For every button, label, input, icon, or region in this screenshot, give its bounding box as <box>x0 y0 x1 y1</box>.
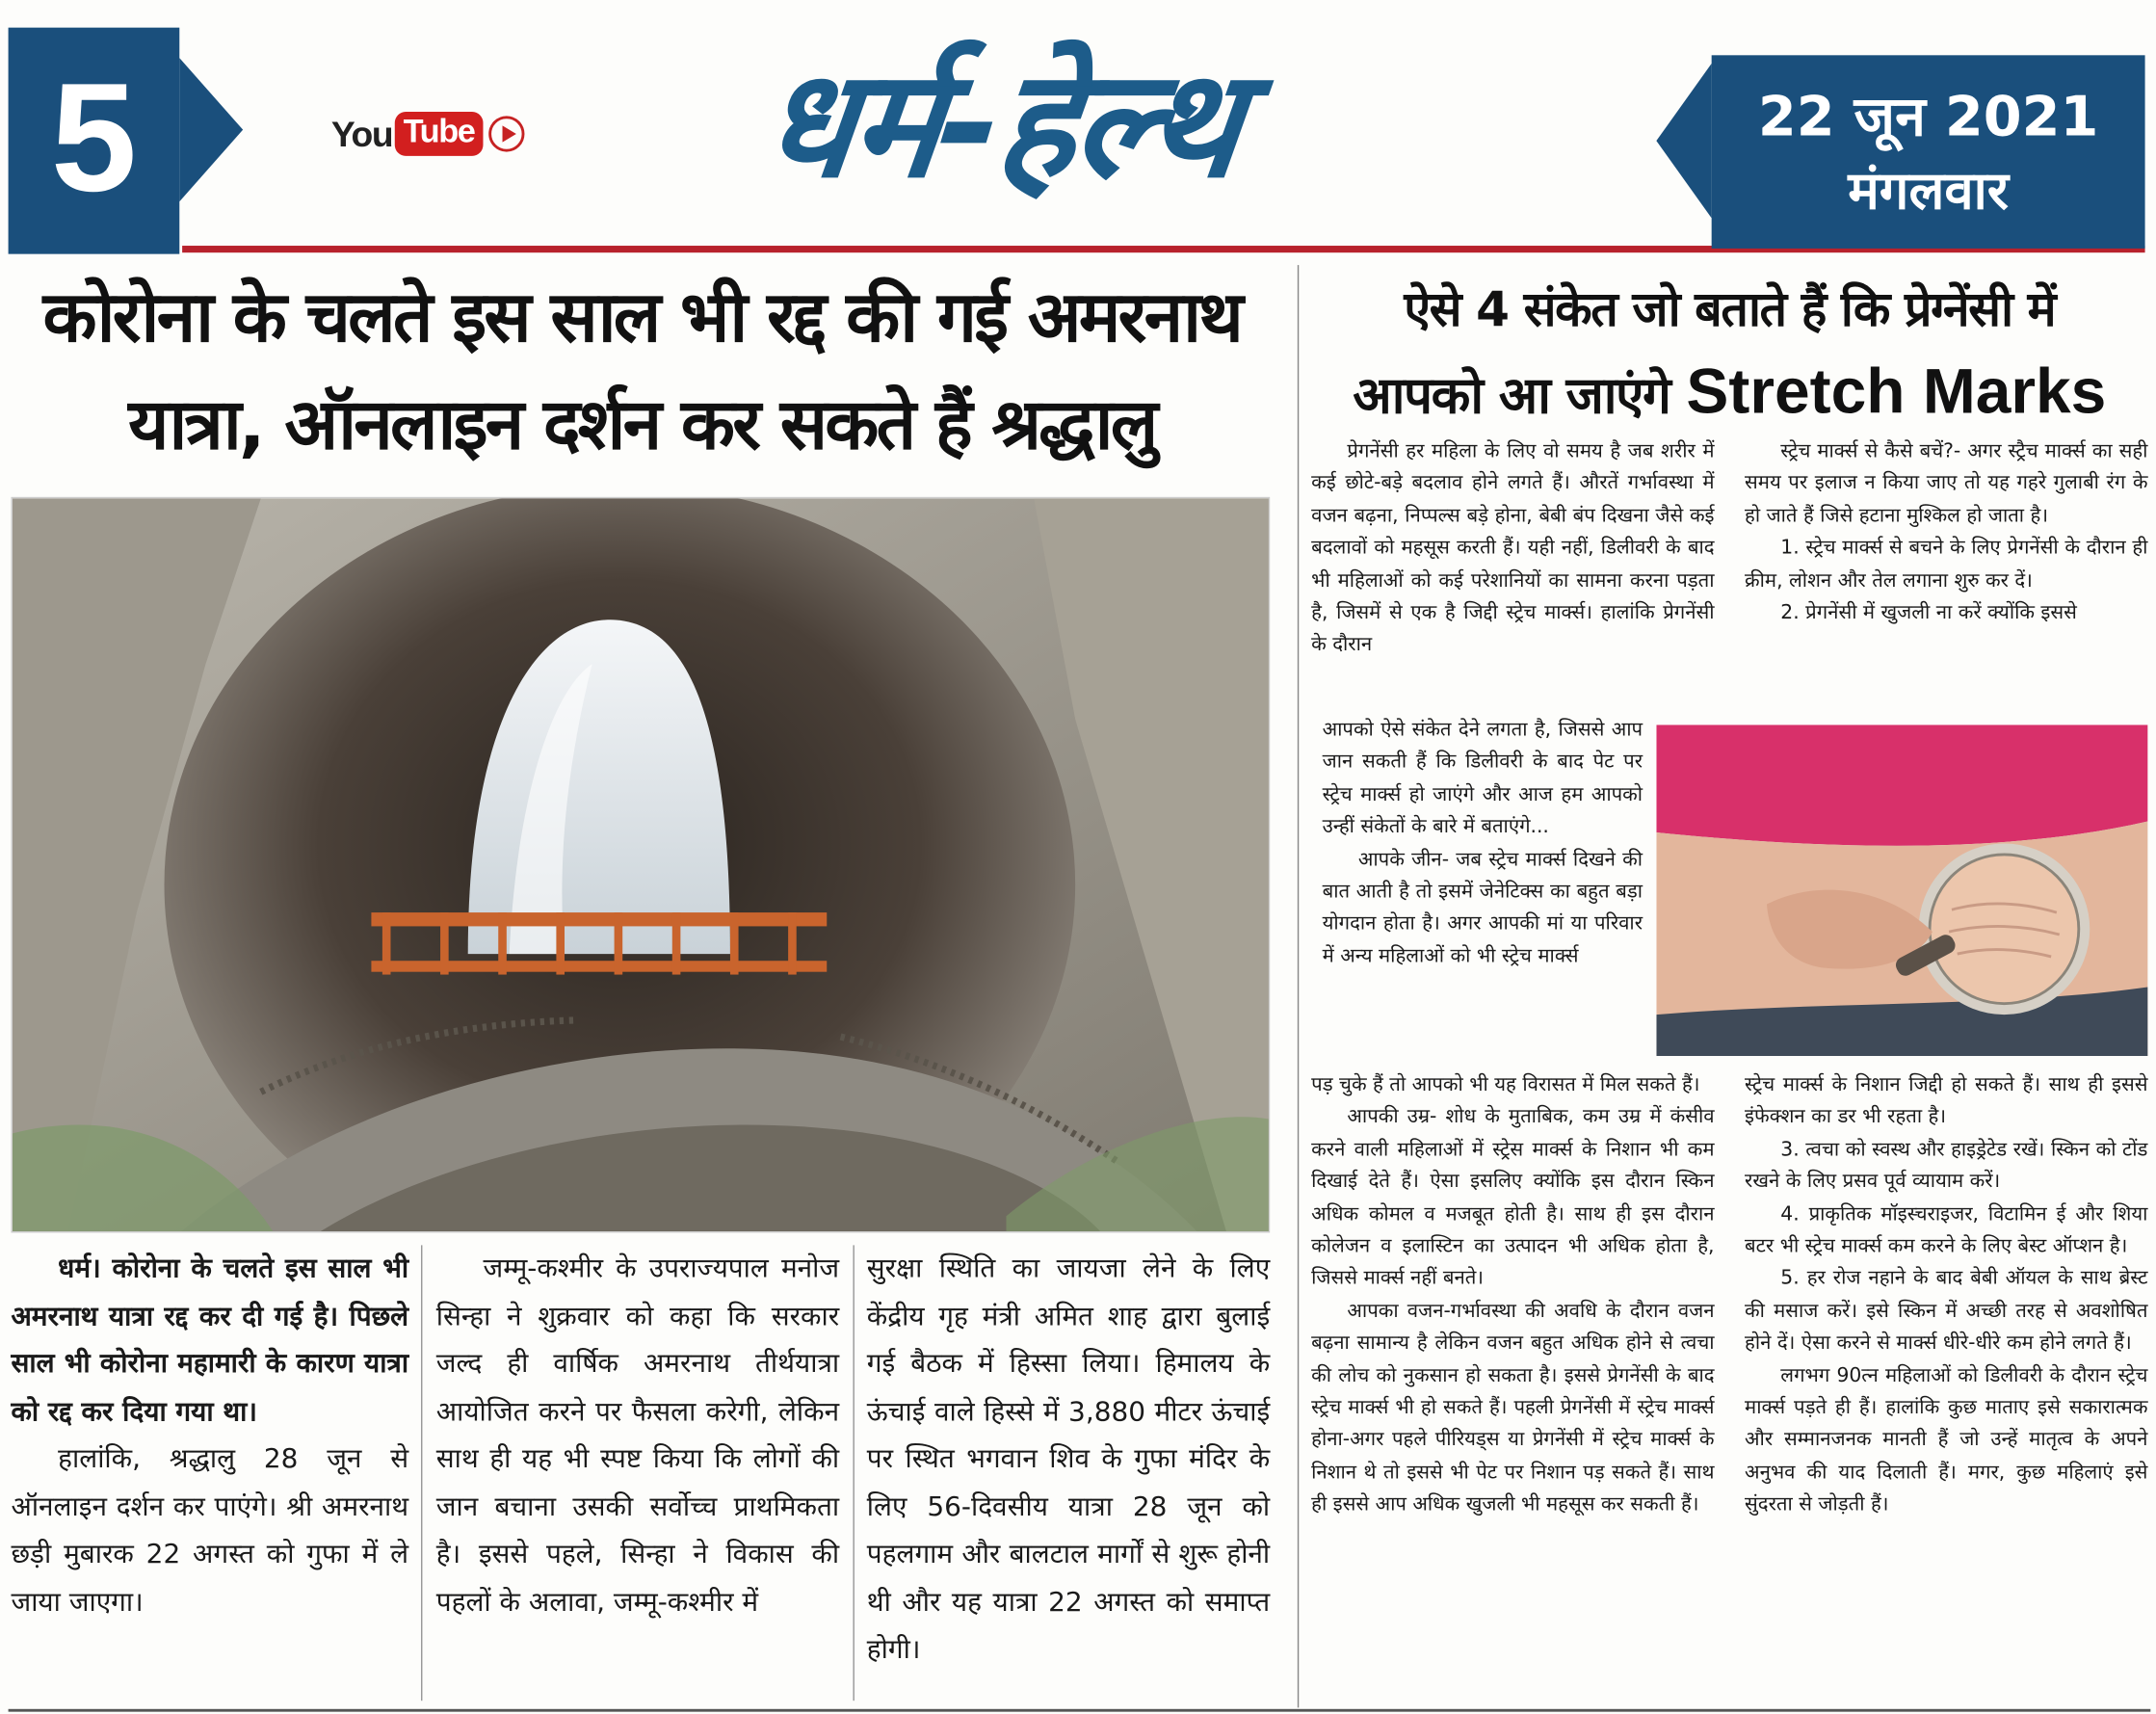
page-bottom-rule <box>9 1709 2151 1712</box>
amarnath-lead-paragraph: धर्म। कोरोना के चलते इस साल भी अमरनाथ यात्रा रद्द कर दी गई है। पिछले साल भी कोरोना महामारी के कारण यात्रा को रद्द कर दिया गया था। <box>11 1252 409 1427</box>
amarnath-column-1 <box>11 1245 408 1625</box>
stretch-headline-line1: ऐसे 4 संकेत जो बताते हैं कि प्रेग्नेंसी में <box>1404 282 2056 339</box>
stretch-marks-photo <box>1656 725 2147 1056</box>
stretch-signs-paragraph: आपको ऐसे संकेत देने लगता है, जिससे आप जान सकती हैं कि डिलीवरी के बाद पेट पर स्ट्रेच मार्क्स हो जाएंगे और आज हम आपको उन्हीं संकेतों के बारे में बताएंगे... <box>1322 719 1643 839</box>
amarnath-headline-line2: यात्रा, ऑनलाइन दर्शन कर सकते हैं श्रद्धालु <box>128 384 1156 467</box>
stretch-col1-top <box>1311 436 1714 663</box>
stretch-headline-latin: Stretch Marks <box>1686 355 2107 427</box>
amarnath-column-2 <box>436 1245 839 1625</box>
story-divider <box>1298 265 1299 1707</box>
belly-magnifier-illustration <box>1656 725 2147 1056</box>
stretch-closing-paragraph: लगभग 90त्न महिलाओं को डिलीवरी के दौरान स्ट्रेच मार्क्स पड़ते ही हैं। हालांकि कुछ माताए इसे सकारात्मक और सम्मानजनक मानती हैं जो उन्हें मातृत्व के अपने अनुभव की याद दिलाती हैं। मगर, कुछ महिलाएं इसे सुंदरता से जोड़ती हैं। <box>1745 1364 2148 1516</box>
play-circle-icon <box>488 116 524 151</box>
stretch-weight-paragraph: आपका वजन-गर्भावस्था की अवधि के दौरान वजन बढ़ना सामान्य है लेकिन वजन बहुत अधिक होने से त्वचा की लोच को नुकसान हो सकता है। इससे प्रेगनेंसी के बाद स्ट्रेच मार्क्स भी हो सकते हैं। पहली प्रेगनेंसी में स्ट्रेच मार्क्स होना-अगर पहले पीरियड्स या प्रेगनेंसी में स्ट्रेच मार्क्स के निशान थे तो इससे भी पेट पर निशान पड़ सकते हैं। साथ ही इससे आप अधिक खुजली भी महसूस कर सकती हैं। <box>1311 1300 1715 1516</box>
stretch-tip-2-continued: स्ट्रेच मार्क्स के निशान जिद्दी हो सकते हैं। साथ ही इससे इंफेक्शन का डर भी रहता है। <box>1745 1073 2148 1129</box>
column-divider <box>853 1245 854 1701</box>
stretch-tip-1: 1. स्ट्रेच मार्क्स से बचने के लिए प्रेगनेंसी के दौरान ही क्रीम, लोशन और तेल लगाना शुरु कर दें। <box>1745 537 2148 593</box>
issue-date: 22 जून 2021 <box>1757 85 2099 149</box>
stretch-tip-5: 5. हर रोज नहाने के बाद बेबी ऑयल के साथ ब्रेस्ट की मसाज करें। इसे स्किन में अच्छी तरह से अवशोषित होने दें। ऐसा करने से मार्क्स धीरे-धीरे कम होने लगते हैं। <box>1745 1267 2148 1355</box>
amarnath-headline-line1: कोरोना के चलते इस साल भी रद्द की गई अमरनाथ <box>42 277 1242 359</box>
amarnath-cave-photo <box>11 497 1270 1233</box>
stretch-marks-headline <box>1308 271 2150 436</box>
page-number: 5 <box>50 51 138 224</box>
date-arrow <box>1656 64 1711 218</box>
amarnath-online-darshan-paragraph: हालांकि, श्रद्धालु 28 जून से ऑनलाइन दर्शन कर पाएंगे। श्री अमरनाथ छड़ी मुबारक 22 अगस्त को गुफा में ले जाया जाएगा। <box>11 1442 409 1618</box>
youtube-logo-tube: Tube <box>395 112 483 156</box>
stretch-genes-paragraph: आपके जीन- जब स्ट्रेच मार्क्स दिखने की बात आती है तो इसमें जेनेटिक्स का बहुत बड़ा योगदान होता है। अगर आपकी मां या परिवार में अन्य महिलाओं को भी स्ट्रेच मार्क्स <box>1322 848 1643 968</box>
stretch-tip-2: 2. प्रेगनेंसी में खुजली ना करें क्योंकि इससे <box>1780 601 2077 624</box>
stretch-headline-hindi: आपको आ जाएंगे <box>1353 365 1670 426</box>
youtube-logo[interactable] <box>331 111 524 158</box>
stretch-intro-paragraph: प्रेगनेंसी हर महिला के लिए वो समय है जब शरीर में कई छोटे-बड़े बदलाव होने लगते हैं। औरतें गर्भावस्था में वजन बढ़ना, निप्पल्स बड़े होना, बेबी बंप दिखना जैसे कई बदलावों को महसूस करती हैं। यही नहीं, डिलीवरी के बाद भी महिलाओं को कई परेशानियों का सामना करना पड़ता है, जिसमें से एक है जिद्दी स्ट्रेच मार्क्स। हालांकि प्रेगनेंसी के दौरान <box>1311 440 1715 657</box>
amarnath-security-paragraph: सुरक्षा स्थिति का जायजा लेने के लिए केंद्रीय गृह मंत्री अमित शाह द्वारा बुलाई गई बैठक में हिस्सा लिया। हिमालय के ऊंचाई वाले हिस्से में 3,880 मीटर ऊंचाई पर स्थित भगवान शिव के गुफा मंदिर के लिए 56-दिवसीय यात्रा 28 जून को पहलगाम और बालटाल मार्गों से शुरू होनी थी और यह यात्रा 22 अगस्त को समाप्त होगी। <box>866 1252 1271 1665</box>
amarnath-cave-illustration <box>13 498 1270 1232</box>
stretch-col1-bottom <box>1311 1069 1714 1522</box>
page-number-arrow <box>179 58 243 201</box>
issue-weekday: मंगलवार <box>1848 160 2010 222</box>
column-divider <box>421 1245 422 1701</box>
stretch-col2-bottom <box>1745 1069 2147 1522</box>
youtube-logo-you: You <box>330 112 393 154</box>
stretch-headline-line2 <box>1308 351 2150 436</box>
stretch-prevention-intro: स्ट्रेच मार्क्स से कैसे बचें?- अगर स्ट्रैच मार्क्स का सही समय पर इलाज न किया जाए तो यह गहरे गुलाबी रंग के हो जाते हैं जिसे हटाना मुश्किल हो जाता है। <box>1745 440 2148 528</box>
stretch-tip-4: 4. प्राकृतिक मॉइस्चराइजर, विटामिन ई और शिया बटर भी स्ट्रेच मार्क्स कम करने के लिए बेस्ट ऑप्शन है। <box>1745 1202 2148 1258</box>
stretch-col1-narrow <box>1323 715 1643 973</box>
stretch-tip-3: 3. त्वचा को स्वस्थ और हाइड्रेटेड रखें। स्किन को टोंड रखने के लिए प्रसव पूर्व व्यायाम करें। <box>1745 1138 2148 1194</box>
stretch-col2-top <box>1745 436 2147 630</box>
amarnath-column-3 <box>867 1245 1270 1674</box>
amarnath-lg-statement-paragraph: जम्मू-कश्मीर के उपराज्यपाल मनोज सिन्हा ने शुक्रवार को कहा कि सरकार जल्द ही वार्षिक अमरनाथ तीर्थयात्रा आयोजित करने पर फैसला करेगी, लेकिन साथ ही यह भी स्पष्ट किया कि लोगों की जान बचाना उसकी सर्वोच्च प्राथमिकता है। इससे पहले, सिन्हा ने विकास की पहलों के अलावा, जम्मू-कश्मीर में <box>435 1252 840 1618</box>
stretch-genes-continued: पड़ चुके हैं तो आपको भी यह विरासत में मिल सकते हैं। <box>1311 1073 1700 1096</box>
amarnath-headline <box>11 265 1273 481</box>
section-title: धर्म-हेल्थ <box>753 39 1248 212</box>
stretch-age-paragraph: आपकी उम्र- शोध के मुताबिक, कम उम्र में कंसीव करने वाली महिलाओं में स्ट्रेस मार्क्स के निशान भी कम दिखाई देते हैं। ऐसा इसलिए क्योंकि इस दौरान स्किन अधिक कोमल व मजबूत होती है। साथ ही इस दौरान कोलेजन व इलास्टिन का उत्पादन भी अधिक होता है, जिससे मार्क्स नहीं बनते। <box>1311 1106 1715 1290</box>
date-box <box>1712 55 2145 249</box>
